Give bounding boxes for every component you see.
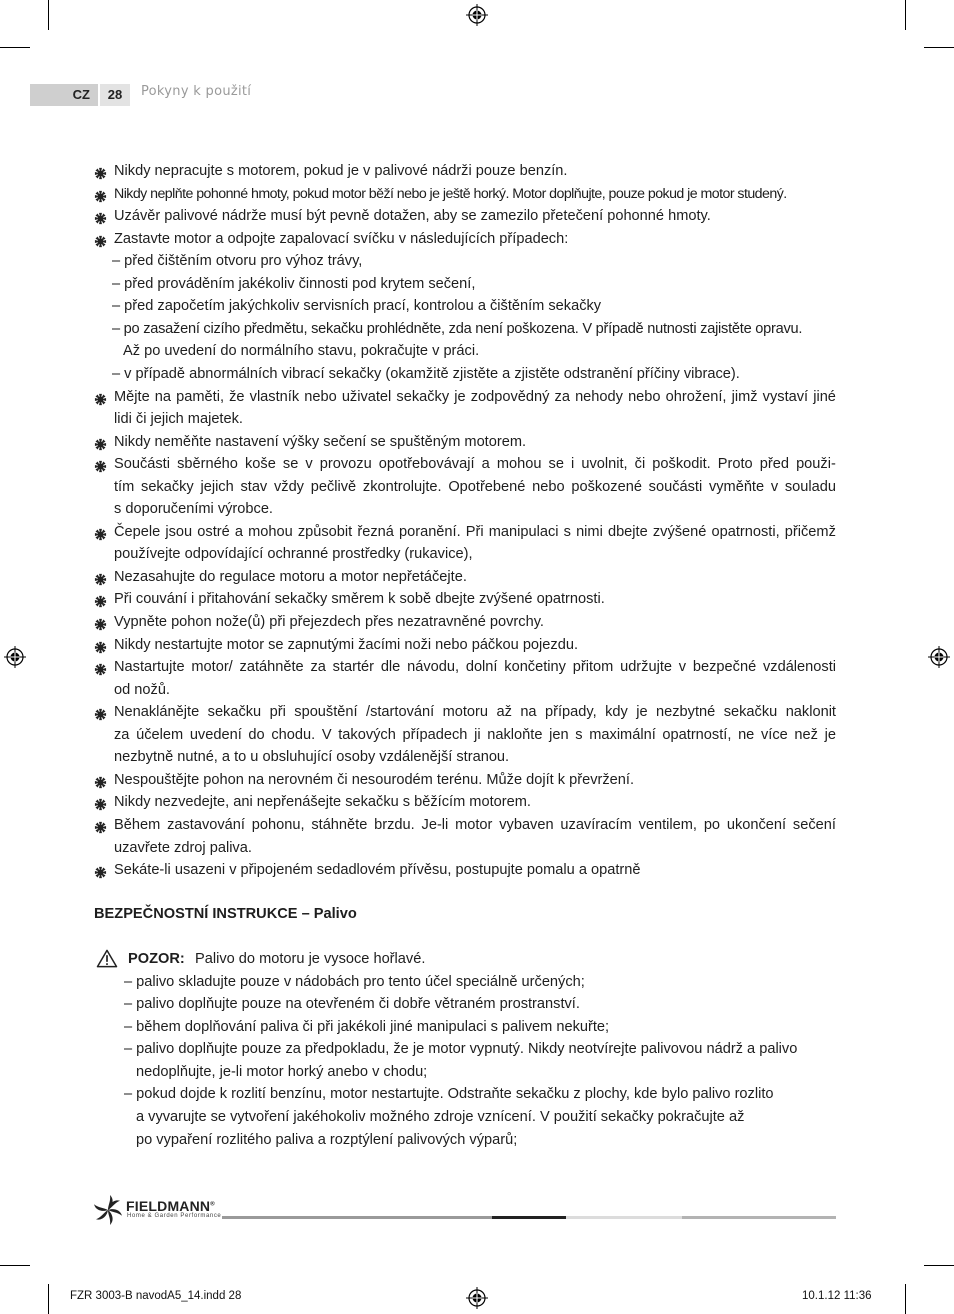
text-content: – v případě abnormálních vibrací sekačky (okamžitě zjistěte a zjistěte odstranění příčiny vibrace). [112,365,740,382]
warning-text: Palivo do motoru je vysoce hořlavé. [195,951,426,968]
bullet-icon [94,639,107,652]
text-content: – před prováděním jakékoliv činnosti pod krytem sečení, [112,275,476,292]
text-content: – před započetím jakýchkoliv servisních prací, kontrolou a čištěním sekačky [112,298,602,315]
text-content: – palivo skladujte pouze v nádobách pro tento účel speciálně určených; [124,973,585,990]
warning-label: POZOR: [128,951,185,968]
text-content: Až po uvedení do normálního stavu, pokračujte v práci. [123,343,480,360]
print-slug-date: 10.1.12 11:36 [802,1290,872,1302]
crop-mark [905,0,906,30]
text-content: – palivo doplňujte pouze na otevřeném či dobře větraném prostranství. [124,996,580,1013]
text-content: – před čištěním otvoru pro výhoz trávy, [112,253,363,270]
registration-mark-icon [466,1287,488,1309]
text-content: od nožů. [114,681,170,698]
text-content: po vypaření rozlitého paliva a rozptýlení palivových výparů; [136,1131,518,1148]
text-content: Součásti sběrného koše se v provozu opotřebovávají a mohou se i uvolnit, či poškodit. Proto před použi- [114,456,836,473]
brand-name: FIELDMANN® [126,1198,215,1214]
text-content: Nenaklánějte sekačku při spouštění /startování motoru až na případy, kdy je nezbytné sekačku naklonit [114,704,836,721]
text-content: nedoplňujte, je-li motor horký anebo v chodu; [136,1063,428,1080]
text-content: Nikdy neplňte pohonné hmoty, pokud motor běží nebo je ještě horký. Motor doplňujte, pouze pokud je motor studený. [114,185,787,202]
header-title: Pokyny k použití [141,84,252,99]
text-content: používejte odpovídající ochranné prostředky (rukavice), [114,546,473,563]
bullet-icon [94,165,107,178]
crop-mark [48,1284,49,1314]
text-content: Vypněte pohon nože(ů) při přejezdech přes nezatravněné povrchy. [114,614,544,630]
header-page-number: 28 [100,84,130,106]
text-content: Nikdy nestartujte motor se zapnutými žacími noži nebo páčkou pojezdu. [114,636,578,653]
text-content: uzavřete zdroj paliva. [114,839,252,856]
text-content: s doporučeními výrobce. [114,501,273,518]
header-language-code: CZ [30,84,98,106]
text-content: Uzávěr palivové nádrže musí být pevně dotažen, aby se zamezilo přetečení pohonné hmoty. [114,208,711,225]
text-content: Nikdy neměňte nastavení výšky sečení se spuštěným motorem. [114,433,527,450]
crop-mark [48,0,49,30]
bullet-icon [94,616,107,629]
text-content: Nikdy nezvedejte, ani nepřenášejte sekačku s běžícím motorem. [114,794,531,811]
text-content: Mějte na paměti, že vlastník nebo uživatel sekačky je zodpovědný za nehody nebo ohrožení, jimž vystaví jiné [114,388,836,405]
bullet-icon [94,593,107,606]
bullet-icon [94,774,107,787]
bullet-icon [94,233,107,246]
bullet-icon [94,661,107,674]
bullet-icon [94,526,107,539]
text-content: Při couvání i přitahování sekačky směrem k sobě dbejte zvýšené opatrnosti. [114,591,605,608]
crop-mark [924,1265,954,1266]
bullet-icon [94,391,107,404]
text-content: – palivo doplňujte pouze za předpokladu, že je motor vypnutý. Nikdy neotvírejte palivovou nádrž a palivo [124,1041,798,1058]
registration-mark-icon [4,646,26,668]
crop-mark [905,1284,906,1314]
text-content: – pokud dojde k rozlití benzínu, motor nestartujte. Odstraňte sekačku z plochy, kde bylo palivo rozlito [124,1086,774,1103]
text-content: Sekáte-li usazeni v připojeném sedadlovém přívěsu, postupujte pomalu a opatrně [114,862,641,879]
text-content: Zastavte motor a odpojte zapalovací svíčku v následujících případech: [114,230,569,247]
bullet-icon [94,436,107,449]
text-content: – během doplňování paliva či při jakékoli jiné manipulaci s palivem nekuřte; [124,1018,610,1035]
footer-rule [566,1216,682,1219]
registration-mark-icon [928,646,950,668]
footer-rule [222,1216,492,1219]
bullet-icon [94,796,107,809]
text-content: a vyvarujte se vytvoření jakéhokoliv možného zdroje vznícení. V použití sekačky pokračujte až [136,1108,745,1125]
bullet-icon [94,571,107,584]
text-content: Nezasahujte do regulace motoru a motor nepřetáčejte. [114,568,467,585]
text-content: za účelem uvedení do chodu. V takových případech ji nakloňte jen s maximální opatrností, ne více než je [114,726,836,743]
crop-mark [0,47,30,48]
text-content: – po zasažení cizího předmětu, sekačku prohlédněte, zda není poškozena. V případě nutnosti zajistěte opravu. [112,320,803,337]
brand-tagline: Home & Garden Performance [127,1213,222,1219]
crop-mark [0,1265,30,1266]
warning-triangle-icon [96,949,118,968]
text-content: Čepele jsou ostré a mohou způsobit řezná poranění. Při manipulaci s nimi dbejte zvýšené opatrnosti, přičemž [114,523,836,540]
bullet-icon [94,864,107,877]
text-content: Nespouštějte pohon na nerovném či nesourodém terénu. Může dojít k převržení. [114,771,634,788]
registration-mark-icon [466,4,488,26]
text-content: Nikdy nepracujte s motorem, pokud je v palivové nádrži pouze benzín. [114,163,568,179]
bullet-icon [94,210,107,223]
footer-rule [682,1216,836,1219]
footer-rule [492,1216,566,1219]
bullet-icon [94,458,107,471]
print-slug-file: FZR 3003-B navodA5_14.indd 28 [70,1290,242,1302]
crop-mark [924,47,954,48]
bullet-icon [94,706,107,719]
text-content: Nastartujte motor/ zatáhněte za startér dle návodu, dolní končetiny přitom udržujte v bezpečné vzdálenosti [114,659,836,676]
text-content: Během zastavování pohonu, stáhněte brzdu. Je-li motor vybaven uzavíracím ventilem, po ukončení sečení [114,816,836,833]
text-content: nezbytně nutné, a to u obsluhující osoby vzdálenější stranou. [114,749,510,766]
bullet-icon [94,819,107,832]
text-content: tím sekačky jejich stav vždy pečlivě zkontrolujte. Opotřebené nebo poškozené součásti vyměňte v souladu [114,478,836,495]
fuel-safety-heading: BEZPEČNOSTNÍ INSTRUKCE – Palivo [94,906,357,923]
bullet-icon [94,188,107,201]
text-content: lidi či jejich majetek. [114,411,243,428]
